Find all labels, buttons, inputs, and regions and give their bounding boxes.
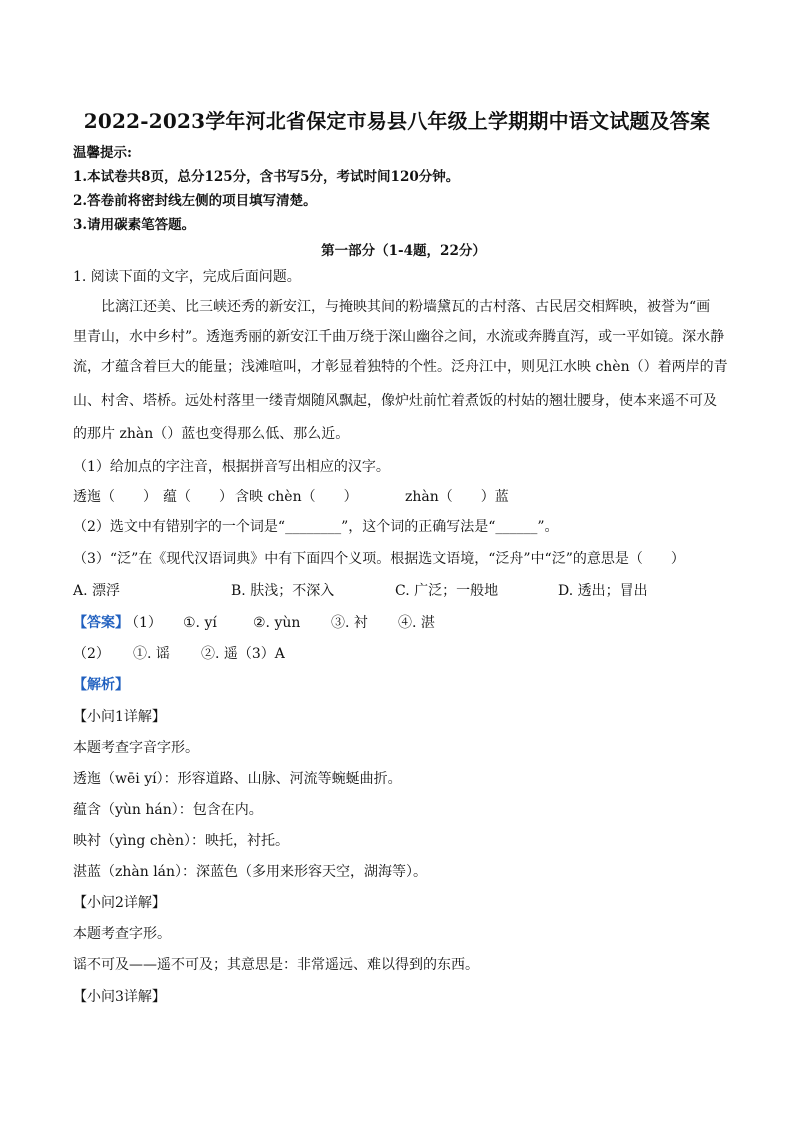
analysis-line: 【小问2详解】 xyxy=(73,895,166,911)
answer-part: ④. 湛 xyxy=(398,615,435,631)
passage-line: 山、村舍、塔桥。远处村落里一缕青烟随风飘起，像炉灶前忙着煮饭的村姑的翘壮腰身，使本来遥不可及 xyxy=(73,393,717,409)
passage-line: 流，才蕴含着巨大的能量；浅滩喧叫，才彰显着独特的个性。泛舟江中，则见江水映 chèn（）着两岸的青 xyxy=(73,359,728,375)
analysis-line: 【小问1详解】 xyxy=(73,709,166,725)
option-d[interactable]: D. 透出；冒出 xyxy=(558,583,648,599)
analysis-line: 映衬（yìng chèn）：映托，衬托。 xyxy=(73,833,289,849)
fill-item[interactable]: 透迤（ ） xyxy=(73,489,157,505)
analysis-line: 本题考查字形。 xyxy=(73,926,171,942)
answer-part: （1） xyxy=(125,615,162,631)
passage-line: 的那片 zhàn（）蓝也变得那么低、那么近。 xyxy=(73,426,350,442)
sub-question-2: （2）选文中有错别字的一个词是“________”，这个词的正确写法是“______”。 xyxy=(73,519,559,535)
analysis-line: 本题考查字音字形。 xyxy=(73,740,199,756)
section-heading: 第一部分（1-4题，22分） xyxy=(321,243,486,259)
answer-part: （2） xyxy=(73,646,110,662)
option-b[interactable]: B. 肤浅；不深入 xyxy=(231,583,335,599)
answer-part: ①. yí xyxy=(183,615,217,631)
answer-part: ②. 遥（3）A xyxy=(201,646,285,662)
fill-item[interactable]: zhàn（ ）蓝 xyxy=(405,489,509,505)
question-1-prompt: 1. 阅读下面的文字，完成后面问题。 xyxy=(73,269,301,285)
analysis-line: 湛蓝（zhàn lán）：深蓝色（多用来形容天空，湖海等）。 xyxy=(73,864,428,880)
answer-part: ②. yùn xyxy=(253,615,301,631)
analysis-label: 【解析】 xyxy=(73,677,129,693)
analysis-line: 【小问3详解】 xyxy=(73,989,166,1005)
note-item-1: 1.本试卷共8页，总分125分，含书写5分，考试时间120分钟。 xyxy=(73,169,460,185)
notes-heading: 温馨提示: xyxy=(73,145,132,161)
page-title: 2022-2023学年河北省保定市易县八年级上学期期中语文试题及答案 xyxy=(83,109,711,133)
answer-part: ①. 谣 xyxy=(133,646,170,662)
option-c[interactable]: C. 广泛；一般地 xyxy=(395,583,499,599)
note-item-3: 3.请用碳素笔答题。 xyxy=(73,217,196,233)
passage-line: 里青山，水中乡村”。透迤秀丽的新安江千曲万绕于深山幽谷之间，水流或奔腾直泻，或一平如镜。深水静 xyxy=(73,329,725,345)
answer-part: ③. 衬 xyxy=(331,615,368,631)
sub-question-3: （3）“泛”在《现代汉语词典》中有下面四个义项。根据选文语境，“泛舟”中“泛”的意思是（ ） xyxy=(73,551,685,567)
passage-line: 比漓江还美、比三峡还秀的新安江，与掩映其间的粉墙黛瓦的古村落、古民居交相辉映，被誉为“画 xyxy=(101,299,711,315)
answer-label: 【答案】 xyxy=(73,615,129,631)
option-a[interactable]: A. 漂浮 xyxy=(73,583,121,599)
analysis-line: 谣不可及——遥不可及；其意思是：非常遥远、难以得到的东西。 xyxy=(73,957,479,973)
fill-item[interactable]: 蕴（ ） xyxy=(163,489,233,505)
analysis-line: 蕴含（yùn hán）：包含在内。 xyxy=(73,802,263,818)
sub-question-1: （1）给加点的字注音，根据拼音写出相应的汉字。 xyxy=(73,459,390,475)
fill-item[interactable]: 含映 chèn（ ） xyxy=(235,489,358,505)
note-item-2: 2.答卷前将密封线左侧的项目填写清楚。 xyxy=(73,193,317,209)
analysis-line: 透迤（wēi yí）：形容道路、山脉、河流等蜿蜒曲折。 xyxy=(73,771,402,787)
